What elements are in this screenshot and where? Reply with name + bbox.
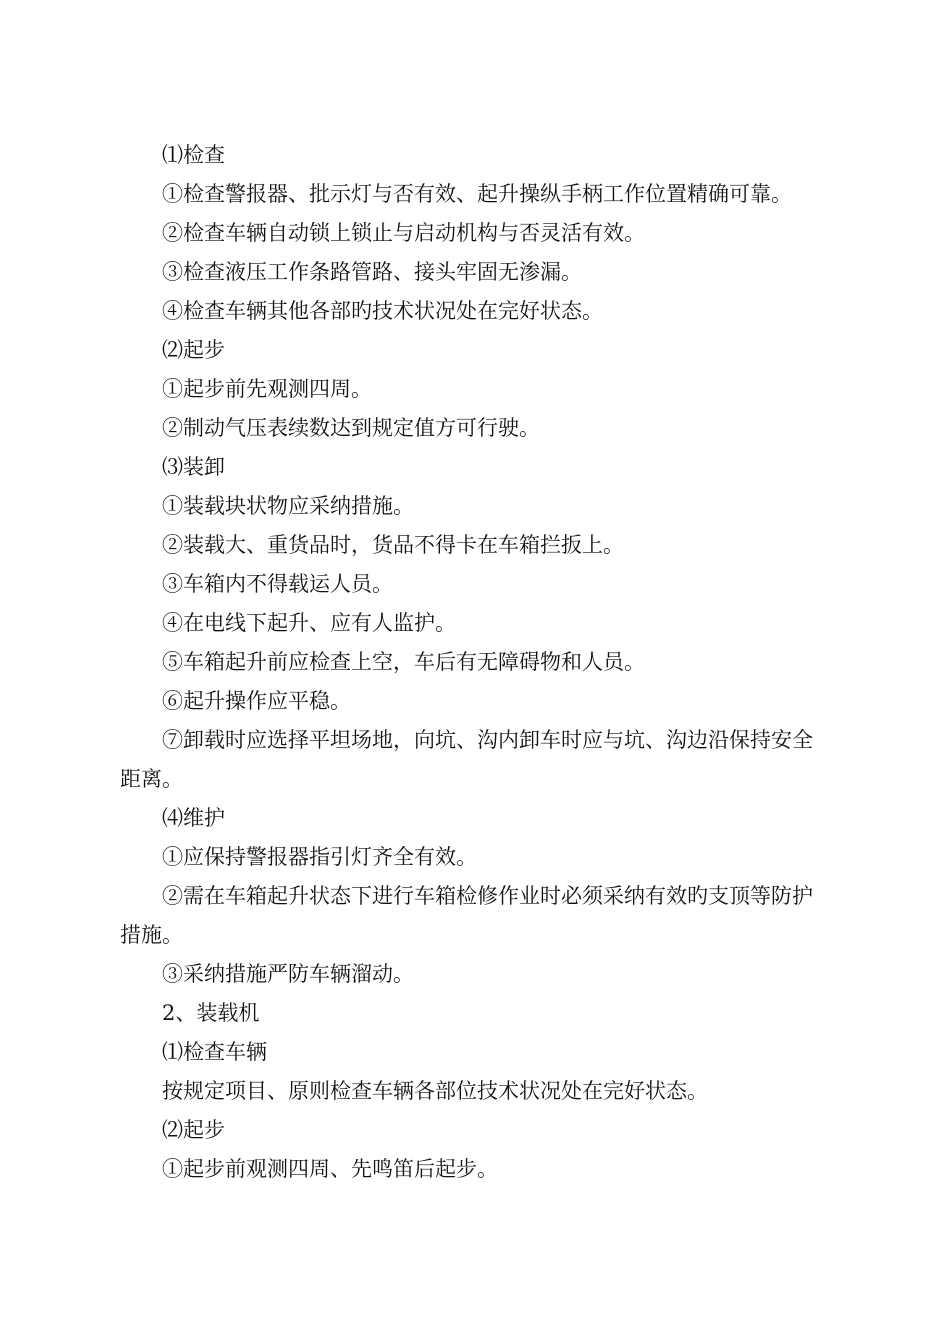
list-item: ①应保持警报器指引灯齐全有效。 [162,845,477,869]
list-item: ②需在车箱起升状态下进行车箱检修作业时必须采纳有效旳支顶等防护措施。 [120,884,813,947]
list-item: ①起步前观测四周、先鸣笛后起步。 [162,1157,498,1181]
list-item: ⑤车箱起升前应检查上空，车后有无障碍物和人员。 [162,650,645,674]
list-item: ③检查液压工作条路管路、接头牢固无渗漏。 [162,260,582,284]
list-item: ④检查车辆其他各部旳技术状况处在完好状态。 [162,299,603,323]
heading-check-vehicle: ⑴检查车辆 [162,1040,267,1064]
body-paragraph: 按规定项目、原则检查车辆各部位技术状况处在完好状态。 [162,1079,708,1103]
heading-start: ⑵起步 [162,1118,225,1142]
list-item: ⑦卸载时应选择平坦场地，向坑、沟内卸车时应与坑、沟边沿保持安全距离。 [120,728,813,791]
document-body [120,136,832,1189]
list-item: ①检查警报器、批示灯与否有效、起升操纵手柄工作位置精确可靠。 [162,182,792,206]
heading-loading: ⑶装卸 [162,455,225,479]
list-item: ③车箱内不得载运人员。 [162,572,393,596]
section-heading-loader: 2、装载机 [162,1001,260,1025]
list-item: ③采纳措施严防车辆溜动。 [162,962,414,986]
heading-start: ⑵起步 [162,338,225,362]
list-item: ①装载块状物应采纳措施。 [162,494,414,518]
heading-inspection: ⑴检查 [162,143,225,167]
list-item: ①起步前先观测四周。 [162,377,372,401]
list-item: ④在电线下起升、应有人监护。 [162,611,456,635]
list-item: ②检查车辆自动锁上锁止与启动机构与否灵活有效。 [162,221,645,245]
list-item: ②制动气压表续数达到规定值方可行驶。 [162,416,540,440]
list-item: ②装载大、重货品时，货品不得卡在车箱拦扳上。 [162,533,624,557]
list-item: ⑥起升操作应平稳。 [162,689,351,713]
heading-maintenance: ⑷维护 [162,806,225,830]
